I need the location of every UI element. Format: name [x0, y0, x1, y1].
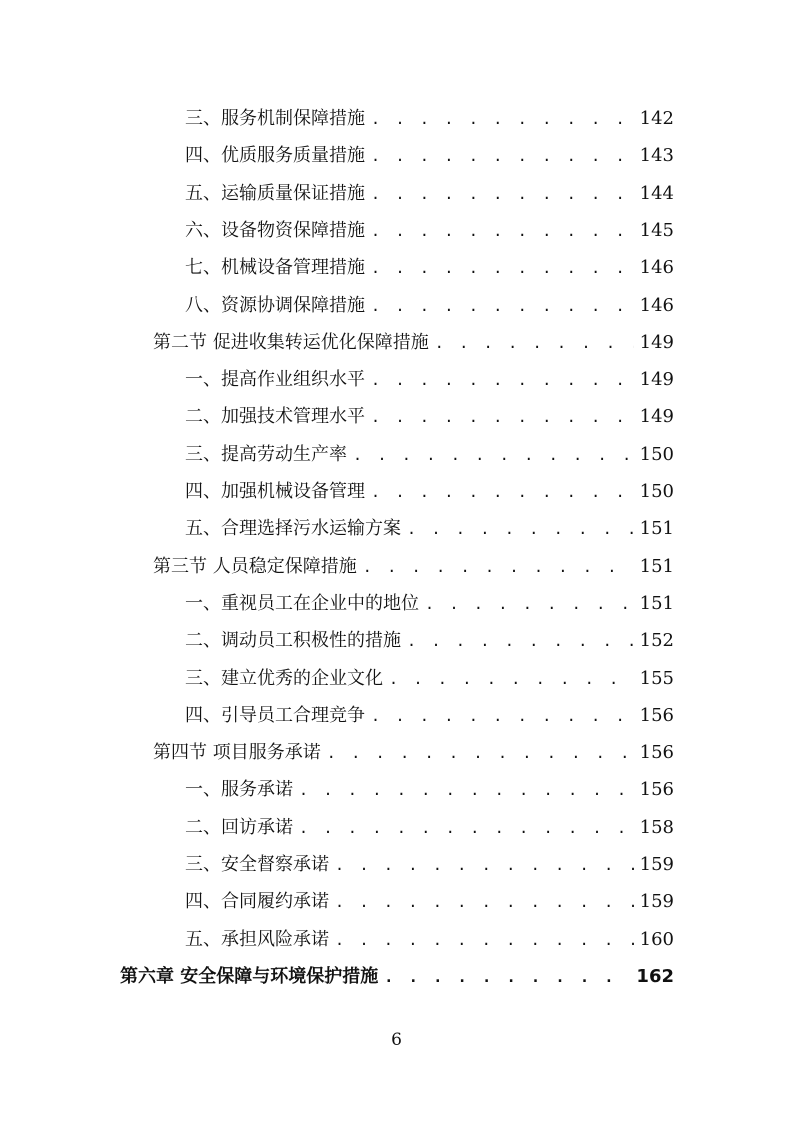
- toc-entry-label: 第二节 促进收集转运优化保障措施: [153, 331, 429, 353]
- dot-leader: [371, 474, 634, 511]
- toc-entry-label: 一、服务承诺: [185, 779, 293, 801]
- toc-entry[interactable]: [185, 660, 674, 697]
- dot-leader: [299, 772, 634, 809]
- toc-section-entry[interactable]: [153, 324, 674, 361]
- toc-entry[interactable]: [185, 137, 674, 174]
- toc-entry-page: 150: [639, 481, 674, 502]
- toc-entry-label: 第六章 安全保障与环境保护措施: [120, 965, 379, 987]
- toc-entry[interactable]: [185, 883, 674, 920]
- toc-entry-page: 142: [639, 108, 674, 129]
- dot-leader: [299, 810, 634, 847]
- toc-entry[interactable]: [185, 175, 674, 212]
- toc-entry-label: 七、机械设备管理措施: [185, 257, 365, 279]
- toc-entry-label: 二、加强技术管理水平: [185, 406, 365, 428]
- toc-entry[interactable]: [185, 398, 674, 435]
- dot-leader: [371, 250, 634, 287]
- dot-leader: [371, 101, 634, 138]
- toc-entry[interactable]: [185, 846, 674, 883]
- toc-entry-label: 三、服务机制保障措施: [185, 108, 365, 129]
- toc-entry-label: 四、加强机械设备管理: [185, 481, 365, 502]
- dot-leader: [371, 399, 634, 436]
- toc-entry[interactable]: [185, 697, 674, 734]
- dot-leader: [371, 213, 634, 250]
- toc-entry-page: 156: [639, 704, 674, 726]
- toc-entry-label: 一、提高作业组织水平: [185, 369, 365, 391]
- toc-entry-page: 151: [639, 592, 674, 614]
- toc-entry-page: 146: [639, 294, 674, 316]
- toc-entry-label: 三、建立优秀的企业文化: [185, 667, 383, 689]
- toc-entry-page: 150: [639, 443, 674, 465]
- toc-entry-label: 三、提高劳动生产率: [185, 443, 347, 465]
- toc-entry[interactable]: [185, 473, 674, 510]
- toc-entry[interactable]: [185, 622, 674, 659]
- toc-entry-label: 五、合理选择污水运输方案: [185, 518, 401, 540]
- toc-entry-page: 156: [639, 742, 674, 764]
- dot-leader: [353, 437, 634, 474]
- toc-entry-page: 151: [639, 518, 674, 540]
- toc-entry[interactable]: [185, 585, 674, 622]
- toc-entry[interactable]: [185, 771, 674, 808]
- toc-entry-page: 159: [639, 891, 674, 913]
- dot-leader: [384, 959, 630, 996]
- toc-entry-page: 152: [639, 630, 674, 652]
- toc-entry[interactable]: [185, 249, 674, 286]
- dot-leader: [363, 549, 634, 586]
- toc-entry-page: 155: [639, 667, 674, 689]
- toc-entry-label: 四、优质服务质量措施: [185, 145, 365, 167]
- dot-leader: [371, 698, 634, 735]
- dot-leader: [335, 884, 634, 921]
- toc-entry-page: 146: [639, 257, 674, 279]
- dot-leader: [407, 511, 634, 548]
- toc-entry-label: 八、资源协调保障措施: [185, 294, 365, 316]
- toc-section-entry[interactable]: [153, 548, 674, 585]
- toc-entry-page: 160: [639, 928, 674, 950]
- dot-leader: [407, 623, 634, 660]
- toc-entry-page: 149: [639, 331, 674, 353]
- toc-entry-label: 三、安全督察承诺: [185, 854, 329, 875]
- toc-entry-label: 六、设备物资保障措施: [185, 219, 365, 241]
- toc-entry[interactable]: [185, 287, 674, 324]
- toc-entry-page: 151: [639, 555, 674, 577]
- toc-entry-page: 149: [639, 369, 674, 391]
- toc-chapter-entry[interactable]: [120, 958, 674, 995]
- dot-leader: [371, 176, 634, 213]
- toc-entry-page: 159: [639, 854, 674, 875]
- toc-entry[interactable]: [185, 510, 674, 547]
- dot-leader: [371, 288, 634, 325]
- toc-entry-label: 二、调动员工积极性的措施: [185, 630, 401, 652]
- dot-leader: [335, 922, 634, 959]
- toc-entry[interactable]: [185, 361, 674, 398]
- dot-leader: [371, 362, 634, 399]
- toc-entry-page: 149: [639, 406, 674, 428]
- toc-entry-page: 143: [639, 145, 674, 167]
- footer-page-number: 6: [391, 1030, 402, 1050]
- dot-leader: [335, 847, 634, 884]
- toc-entry-label: 四、引导员工合理竞争: [185, 704, 365, 726]
- toc-entry-page: 158: [639, 816, 674, 838]
- toc-entry[interactable]: [185, 436, 674, 473]
- toc-entry-page: 162: [636, 965, 674, 987]
- toc-entry-label: 五、运输质量保证措施: [185, 182, 365, 204]
- toc-entry-label: 第四节 项目服务承诺: [153, 742, 321, 764]
- dot-leader: [389, 661, 634, 698]
- toc-entry-page: 156: [639, 779, 674, 801]
- toc-entry-label: 一、重视员工在企业中的地位: [185, 592, 419, 614]
- dot-leader: [435, 325, 634, 362]
- dot-leader: [327, 735, 634, 772]
- toc-entry[interactable]: [185, 921, 674, 958]
- dot-leader: [425, 586, 634, 623]
- toc-entry[interactable]: [185, 809, 674, 846]
- toc-entry[interactable]: [185, 100, 674, 137]
- toc-entry-label: 五、承担风险承诺: [185, 928, 329, 950]
- toc-entry[interactable]: [185, 212, 674, 249]
- toc-entry-label: 第三节 人员稳定保障措施: [153, 555, 357, 577]
- toc-entry-label: 二、回访承诺: [185, 816, 293, 838]
- toc-entry-label: 四、合同履约承诺: [185, 891, 329, 913]
- toc-entry-page: 144: [639, 182, 674, 204]
- toc-entry-page: 145: [639, 219, 674, 241]
- dot-leader: [371, 138, 634, 175]
- toc-section-entry[interactable]: [153, 734, 674, 771]
